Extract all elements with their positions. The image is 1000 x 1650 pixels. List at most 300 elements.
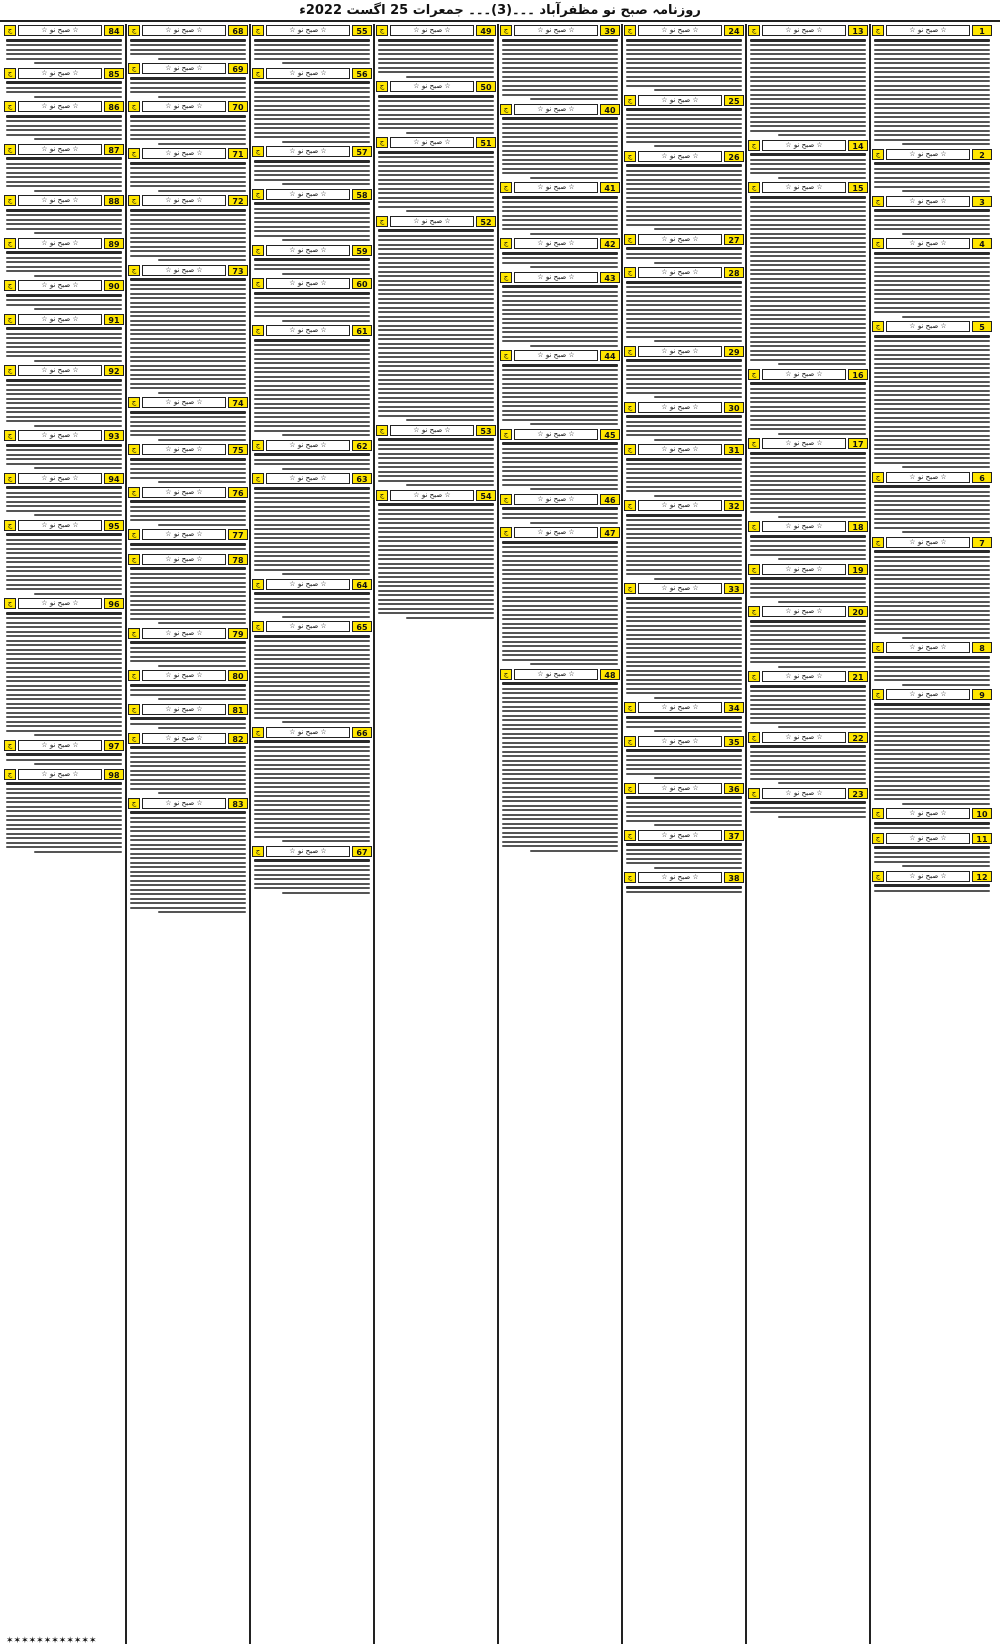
classified-entry xyxy=(624,829,744,872)
entry-header xyxy=(4,473,124,484)
entry-text xyxy=(872,846,992,867)
text-line xyxy=(130,472,246,474)
text-line xyxy=(6,333,122,335)
text-line xyxy=(34,138,122,140)
text-line xyxy=(254,170,370,172)
text-line xyxy=(6,689,122,691)
text-line xyxy=(254,380,370,382)
entry-header xyxy=(748,732,868,743)
text-line xyxy=(626,670,742,672)
text-line xyxy=(158,727,246,729)
text-line xyxy=(378,370,494,372)
text-line xyxy=(378,457,494,459)
text-line xyxy=(750,685,866,688)
text-line xyxy=(6,801,122,803)
text-line xyxy=(750,751,866,753)
text-line xyxy=(130,468,246,470)
entry-header xyxy=(872,25,992,36)
entry-header xyxy=(500,669,620,680)
entry-number: 65 xyxy=(352,621,372,632)
text-line xyxy=(750,419,866,421)
entry-banner: ☆ صبح نو ☆ xyxy=(142,148,226,159)
text-line xyxy=(654,730,742,732)
text-line xyxy=(254,777,370,779)
text-line xyxy=(130,284,246,286)
entry-number: 49 xyxy=(476,25,496,36)
classified-entry xyxy=(748,605,868,670)
text-line xyxy=(874,444,990,446)
entry-header xyxy=(748,438,868,449)
entry-text xyxy=(624,108,744,147)
text-line xyxy=(874,116,990,118)
entry-text xyxy=(748,745,868,784)
text-line xyxy=(750,287,866,289)
entry-header xyxy=(624,444,744,455)
entry-banner: ☆ صبح نو ☆ xyxy=(638,783,722,794)
entry-tag: ج xyxy=(252,846,264,857)
text-line xyxy=(130,378,246,380)
text-line xyxy=(750,354,866,356)
text-line xyxy=(502,475,618,477)
text-line xyxy=(378,549,494,551)
entry-banner: ☆ صبح نو ☆ xyxy=(390,81,474,92)
text-line xyxy=(874,632,990,634)
text-line xyxy=(750,811,866,813)
text-line xyxy=(874,827,990,829)
entry-tag: ج xyxy=(624,500,636,511)
entry-header xyxy=(500,238,620,249)
text-line xyxy=(502,80,618,82)
text-line xyxy=(874,569,990,571)
text-line xyxy=(874,289,990,291)
text-line xyxy=(130,889,246,891)
text-line xyxy=(874,578,990,580)
text-line xyxy=(6,176,122,178)
text-line xyxy=(6,53,122,55)
text-line xyxy=(130,320,246,322)
text-line xyxy=(378,438,494,441)
classified-entry xyxy=(128,443,248,486)
classified-columns xyxy=(4,24,996,1644)
classified-entry xyxy=(872,870,992,895)
text-line xyxy=(130,425,246,427)
text-line xyxy=(378,170,494,172)
entry-text xyxy=(252,81,372,143)
entry-header xyxy=(624,151,744,162)
entry-tag: ج xyxy=(624,267,636,278)
text-line xyxy=(378,325,494,327)
text-line xyxy=(502,827,618,829)
text-line xyxy=(750,260,866,262)
classified-entry xyxy=(128,194,248,264)
text-line xyxy=(750,424,866,426)
text-line xyxy=(626,286,742,288)
entry-tag: ج xyxy=(872,833,884,844)
text-line xyxy=(130,185,246,187)
entry-text xyxy=(500,39,620,101)
text-line xyxy=(254,235,370,237)
entry-text xyxy=(748,196,868,366)
entry-header xyxy=(624,25,744,36)
text-line xyxy=(750,336,866,338)
text-line xyxy=(654,89,742,91)
entry-tag: ج xyxy=(872,238,884,249)
text-line xyxy=(626,304,742,306)
entry-banner: ☆ صبح نو ☆ xyxy=(886,833,970,844)
text-line xyxy=(778,726,866,728)
text-line xyxy=(6,842,122,844)
text-line xyxy=(130,765,246,767)
entry-number: 47 xyxy=(600,527,620,538)
text-line xyxy=(750,163,866,165)
entry-banner: ☆ صبح نو ☆ xyxy=(886,689,970,700)
text-line xyxy=(254,297,370,299)
text-line xyxy=(378,197,494,199)
text-line xyxy=(502,569,618,571)
text-line xyxy=(254,804,370,806)
text-line xyxy=(502,154,618,156)
entry-number: 45 xyxy=(600,429,620,440)
text-line xyxy=(378,289,494,291)
text-line xyxy=(6,575,122,577)
entry-text xyxy=(624,716,744,733)
entry-header xyxy=(376,425,496,436)
text-line xyxy=(778,666,866,668)
entry-header xyxy=(4,598,124,609)
text-line xyxy=(34,514,122,516)
entry-number: 1 xyxy=(972,25,992,36)
text-line xyxy=(130,770,246,772)
text-line xyxy=(6,685,122,687)
entry-text xyxy=(252,292,372,322)
text-line xyxy=(502,513,618,515)
classified-entry xyxy=(252,244,372,278)
entry-number: 87 xyxy=(104,144,124,155)
text-line xyxy=(6,703,122,705)
text-line xyxy=(750,71,866,73)
classified-entry xyxy=(128,797,248,916)
text-line xyxy=(254,640,370,642)
classified-entry xyxy=(872,807,992,832)
text-line xyxy=(282,468,370,470)
entry-number: 24 xyxy=(724,25,744,36)
text-line xyxy=(874,186,990,188)
text-line xyxy=(750,489,866,491)
text-line xyxy=(6,846,122,848)
text-line xyxy=(6,351,122,353)
text-line xyxy=(254,519,370,521)
text-line xyxy=(130,351,246,353)
entry-text xyxy=(500,364,620,426)
text-line xyxy=(254,681,370,683)
text-line xyxy=(6,266,122,268)
text-line xyxy=(626,430,742,432)
text-line xyxy=(902,190,990,192)
entry-number: 55 xyxy=(352,25,372,36)
classified-entry xyxy=(128,627,248,670)
entry-tag: ج xyxy=(4,238,16,249)
entry-banner: ☆ صبح نو ☆ xyxy=(886,238,970,249)
text-line xyxy=(778,177,866,179)
entry-tag: ج xyxy=(500,272,512,283)
entry-header xyxy=(128,733,248,744)
text-line xyxy=(874,80,990,82)
text-line xyxy=(378,320,494,322)
entry-text xyxy=(128,811,248,913)
text-line xyxy=(130,311,246,313)
classified-entry xyxy=(252,726,372,845)
entry-text xyxy=(748,577,868,603)
text-line xyxy=(254,755,370,757)
entry-banner: ☆ صبح نو ☆ xyxy=(390,137,474,148)
text-line xyxy=(254,217,370,219)
entry-banner: ☆ صبح نو ☆ xyxy=(266,621,350,632)
text-line xyxy=(378,554,494,556)
text-line xyxy=(502,746,618,748)
entry-number: 31 xyxy=(724,444,744,455)
classified-entry xyxy=(500,526,620,668)
text-line xyxy=(874,884,990,887)
text-line xyxy=(750,282,866,284)
entry-text xyxy=(872,39,992,146)
text-line xyxy=(130,383,246,385)
entry-tag: ج xyxy=(500,669,512,680)
text-line xyxy=(626,749,742,752)
text-line xyxy=(6,644,122,646)
text-line xyxy=(626,477,742,479)
entry-banner: ☆ صبح نو ☆ xyxy=(514,272,598,283)
text-line xyxy=(750,690,866,692)
text-line xyxy=(130,839,246,841)
text-line xyxy=(626,759,742,761)
classified-entry xyxy=(4,67,124,101)
text-line xyxy=(750,452,866,455)
entry-tag: ج xyxy=(748,788,760,799)
text-line xyxy=(654,228,742,230)
text-line xyxy=(502,541,618,544)
text-line xyxy=(6,712,122,714)
entry-tag: ج xyxy=(128,554,140,565)
text-line xyxy=(254,114,370,116)
text-line xyxy=(626,331,742,333)
entry-header xyxy=(872,472,992,483)
text-line xyxy=(254,813,370,815)
text-line xyxy=(874,298,990,300)
entry-header xyxy=(252,579,372,590)
text-line xyxy=(6,172,122,174)
column-7 xyxy=(128,24,248,1644)
text-line xyxy=(130,434,246,436)
entry-text xyxy=(4,753,124,765)
entry-header xyxy=(748,182,868,193)
entry-text xyxy=(748,685,868,729)
text-line xyxy=(130,902,246,904)
text-line xyxy=(626,179,742,181)
classified-entry xyxy=(128,486,248,529)
text-line xyxy=(874,495,990,497)
entry-banner: ☆ صبح نو ☆ xyxy=(18,238,102,249)
entry-text xyxy=(4,251,124,277)
text-line xyxy=(130,250,246,252)
text-line xyxy=(254,412,370,414)
text-line xyxy=(874,713,990,715)
text-line xyxy=(750,237,866,239)
entry-tag: ج xyxy=(128,265,140,276)
text-line xyxy=(874,491,990,493)
text-line xyxy=(502,814,618,816)
text-line xyxy=(130,324,246,326)
entry-tag: ج xyxy=(252,68,264,79)
text-line xyxy=(874,421,990,423)
entry-tag: ج xyxy=(252,245,264,256)
classified-entry xyxy=(128,553,248,627)
text-line xyxy=(130,134,246,136)
entry-text xyxy=(128,684,248,701)
entry-tag: ج xyxy=(376,81,388,92)
text-line xyxy=(626,174,742,176)
entry-header xyxy=(624,872,744,883)
text-line xyxy=(502,141,618,143)
entry-number: 40 xyxy=(600,104,620,115)
text-line xyxy=(254,822,370,824)
text-line xyxy=(502,697,618,699)
text-line xyxy=(6,815,122,817)
text-line xyxy=(378,374,494,376)
text-line xyxy=(750,634,866,636)
text-line xyxy=(34,734,122,736)
entry-banner: ☆ صبح نو ☆ xyxy=(638,267,722,278)
text-line xyxy=(750,300,866,302)
text-line xyxy=(130,387,246,389)
text-line xyxy=(874,504,990,506)
entry-header xyxy=(252,440,372,451)
text-line xyxy=(654,396,742,398)
text-line xyxy=(254,44,370,46)
entry-text xyxy=(4,533,124,595)
entry-banner: ☆ صبح نو ☆ xyxy=(762,182,846,193)
text-line xyxy=(750,168,866,170)
text-line xyxy=(626,374,742,376)
entry-header xyxy=(500,182,620,193)
text-line xyxy=(502,172,618,174)
text-line xyxy=(626,108,742,111)
text-line xyxy=(626,764,742,766)
entry-header xyxy=(252,189,372,200)
text-line xyxy=(750,657,866,659)
text-line xyxy=(6,676,122,678)
text-line xyxy=(750,415,866,417)
text-line xyxy=(502,701,618,703)
classified-entry xyxy=(128,528,248,553)
entry-text xyxy=(128,746,248,794)
text-line xyxy=(874,302,990,304)
entry-text xyxy=(252,635,372,724)
entry-tag: ج xyxy=(252,278,264,289)
text-line xyxy=(254,160,370,163)
entry-text xyxy=(624,458,744,497)
entry-tag: ج xyxy=(500,494,512,505)
text-line xyxy=(254,672,370,674)
column-rule xyxy=(869,24,871,1644)
text-line xyxy=(626,490,742,492)
text-line xyxy=(254,786,370,788)
entry-header xyxy=(252,727,372,738)
entry-number: 86 xyxy=(104,101,124,112)
text-line xyxy=(130,347,246,349)
text-line xyxy=(6,797,122,799)
text-line xyxy=(626,647,742,649)
entry-text xyxy=(500,196,620,235)
entry-number: 33 xyxy=(724,583,744,594)
text-line xyxy=(6,346,122,348)
text-line xyxy=(502,659,618,661)
text-line xyxy=(502,560,618,562)
text-line xyxy=(378,280,494,282)
text-line xyxy=(130,613,246,615)
entry-text xyxy=(624,597,744,699)
text-line xyxy=(750,648,866,650)
text-line xyxy=(874,740,990,742)
entry-banner: ☆ صبح نو ☆ xyxy=(18,473,102,484)
text-line xyxy=(874,293,990,295)
text-line xyxy=(254,306,370,308)
text-line xyxy=(626,164,742,167)
text-line xyxy=(502,331,618,333)
entry-banner: ☆ صبح نو ☆ xyxy=(886,871,970,882)
text-line xyxy=(502,85,618,87)
text-line xyxy=(874,89,990,91)
entry-text xyxy=(872,884,992,892)
text-line xyxy=(654,697,742,699)
text-line xyxy=(750,159,866,161)
text-line xyxy=(6,539,122,541)
entry-text xyxy=(4,444,124,470)
text-line xyxy=(130,821,246,823)
entry-banner: ☆ صبح نو ☆ xyxy=(266,473,350,484)
text-line xyxy=(6,566,122,568)
text-line xyxy=(130,176,246,178)
text-line xyxy=(34,62,122,64)
classified-entry xyxy=(500,24,620,103)
text-line xyxy=(282,892,370,894)
entry-header xyxy=(4,314,124,325)
text-line xyxy=(6,612,122,615)
text-line xyxy=(6,458,122,460)
entry-tag: ج xyxy=(4,365,16,376)
text-line xyxy=(626,210,742,212)
text-line xyxy=(254,592,370,595)
text-line xyxy=(130,77,246,80)
text-line xyxy=(902,143,990,145)
entry-number: 42 xyxy=(600,238,620,249)
entry-banner: ☆ صبح نو ☆ xyxy=(638,25,722,36)
classified-entry xyxy=(872,24,992,148)
text-line xyxy=(874,372,990,374)
text-line xyxy=(158,392,246,394)
text-line xyxy=(874,560,990,562)
text-line xyxy=(750,661,866,663)
text-line xyxy=(6,87,122,89)
entry-text xyxy=(376,95,496,134)
entry-tag: ج xyxy=(624,872,636,883)
entry-header xyxy=(624,402,744,413)
entry-banner: ☆ صبح نو ☆ xyxy=(514,494,598,505)
classified-entry xyxy=(748,368,868,438)
text-line xyxy=(502,641,618,643)
entry-header xyxy=(128,529,248,540)
classified-entry xyxy=(376,136,496,215)
text-line xyxy=(130,756,246,758)
